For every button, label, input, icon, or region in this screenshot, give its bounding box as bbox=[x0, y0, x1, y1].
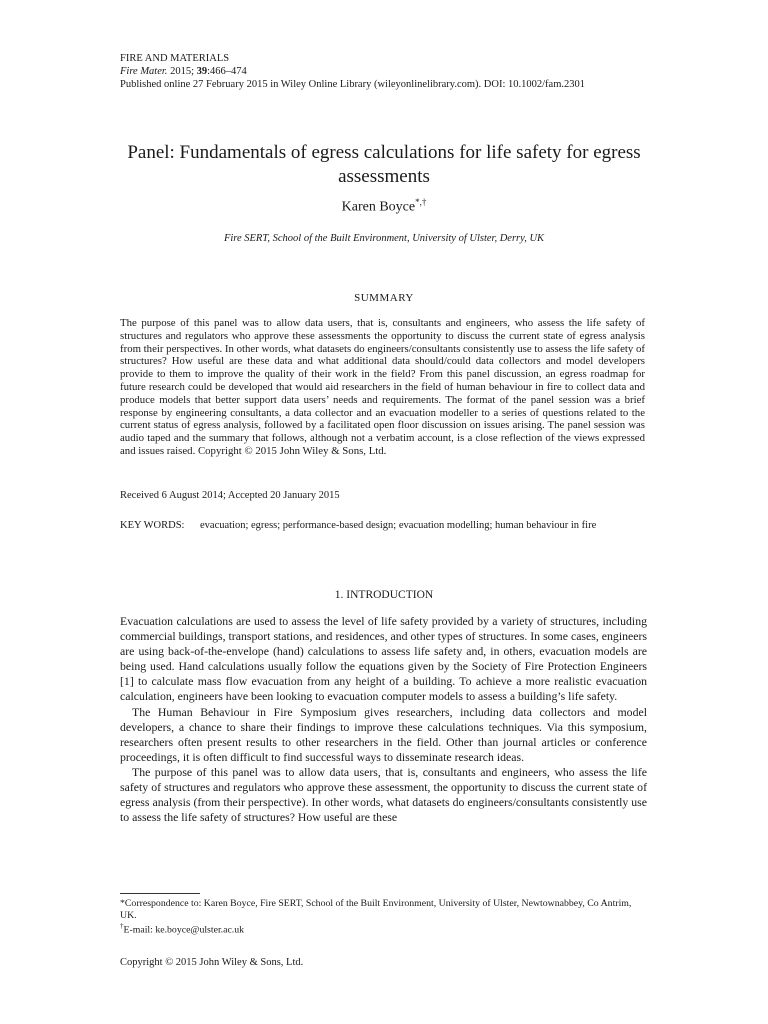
body-paragraph: The Human Behaviour in Fire Symposium gives researchers, including data collectors and model developers, a chance to share their findings to improve these calculations techniques. Via this symposium, researchers often present results to other researchers in the field. Other than journal articles or conference proceedings, it is often difficult to find successful ways to disseminate research ideas. bbox=[120, 704, 647, 764]
section-heading-introduction: 1. INTRODUCTION bbox=[334, 589, 434, 601]
email-text: E-mail: ke.boyce@ulster.ac.uk bbox=[123, 924, 245, 936]
footnote-divider bbox=[120, 893, 200, 894]
journal-header bbox=[120, 52, 585, 91]
author-name: Karen Boyce bbox=[341, 199, 416, 215]
citation-pages: :466–474 bbox=[207, 66, 247, 77]
keywords-text: evacuation; egress; performance-based design; evacuation modelling; human behaviour in fire bbox=[200, 520, 597, 531]
summary-text bbox=[120, 317, 645, 458]
publication-info: Published online 27 February 2015 in Wiley Online Library (wileyonlinelibrary.com). DOI: 10.1002/fam.2301 bbox=[120, 79, 585, 90]
footnotes bbox=[120, 898, 648, 936]
citation-year: 2015; bbox=[167, 66, 197, 77]
author-affiliation: Fire SERT, School of the Built Environment, University of Ulster, Derry, UK bbox=[223, 233, 545, 244]
summary-heading: SUMMARY bbox=[354, 292, 414, 304]
copyright-notice: Copyright © 2015 John Wiley & Sons, Ltd. bbox=[120, 957, 304, 968]
correspondence-footnote: *Correspondence to: Karen Boyce, Fire SERT, School of the Built Environment, University of Ulster, Newtownabbey, Co Antrim, UK. bbox=[120, 898, 632, 921]
body-paragraph: Evacuation calculations are used to assess the level of life safety provided by a variety of structures, including commercial buildings, transport stations, and residences, and other types of structures. In some cases, engineers are using back-of-the-envelope (hand) calculations to assess life safety and, in others, evacuation models are being used. Hand calculations usually follow the equations given by the Society of Fire Protection Engineers [1] to calculate mass flow evacuation from any height of a building. To achieve a more realistic evacuation calculation, engineers have been looking to evacuation computer models to assess a building’s life safety. bbox=[120, 614, 647, 704]
summary-paragraph: The purpose of this panel was to allow data users, that is, consultants and engineers, who assess the life safety of structures and regulators who approve these assessments the opportunity to discuss the current state of egress analysis from their perspectives. In other words, what datasets do engineers/consultants consistently use to assess the life safety of structures? How useful are these data and what additional data should/could data collectors and model developers provide to them to improve the quality of their work in the field? From this panel discussion, an egress roadmap for future research could be developed that would aid researchers in the field of human behaviour in fire to collect data and produce models that better support data users’ needs and requirements. The format of the panel session was a brief response by engineering consultants, a data collector and an evacuation modeller to a series of questions related to the current status of egress analysis, followed by a facilitated open floor discussion on issues arising. The panel session was audio taped and the summary that follows, although not a verbatim account, is a close reflection of the views expressed and issues raised. Copyright © 2015 John Wiley & Sons, Ltd. bbox=[120, 317, 646, 457]
email-footnote bbox=[120, 921, 648, 936]
body-paragraph: The purpose of this panel was to allow data users, that is, consultants and engineers, who assess the life safety of structures and regulators who approve these assessment, the opportunity to discuss the current state of egress analysis (from their perspective). In other words, what datasets do engineers/consultants consistently use to assess the life safety of structures? How useful are these bbox=[120, 764, 647, 825]
received-dates: Received 6 August 2014; Accepted 20 January 2015 bbox=[120, 490, 340, 501]
author-line bbox=[120, 197, 648, 216]
journal-citation bbox=[120, 65, 585, 78]
keywords-label: KEY WORDS: bbox=[120, 520, 185, 531]
email-mark: † bbox=[120, 922, 124, 930]
article-title: Panel: Fundamentals of egress calculations for life safety for egress assessments bbox=[127, 142, 641, 187]
keywords bbox=[120, 519, 648, 532]
introduction-body bbox=[120, 614, 647, 825]
journal-abbrev: Fire Mater. bbox=[120, 66, 168, 77]
author-marks: *,† bbox=[415, 197, 427, 207]
journal-name: FIRE AND MATERIALS bbox=[120, 53, 230, 64]
citation-volume: 39 bbox=[196, 66, 208, 77]
